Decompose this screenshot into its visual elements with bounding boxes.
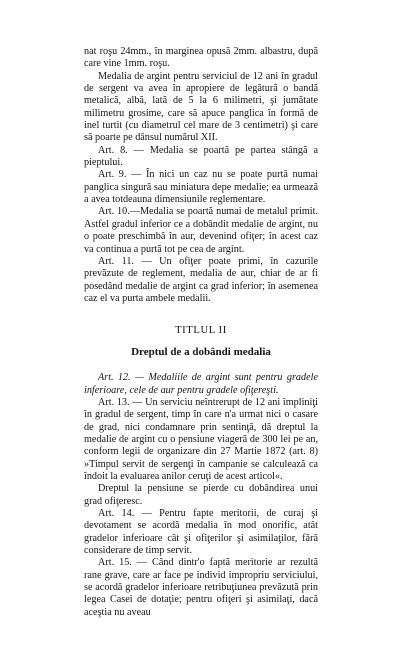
paragraph-art-9: Art. 9. — În nici un caz nu se poate purtă numai panglica singură sau miniatura depe medalie; ea urmează a avea totdeauna dimensiunile reglementare. — [84, 169, 318, 206]
paragraph-art-11: Art. 11. — Un ofiţer poate primi, în cazurile prevăzute de reglement, medalia de aur, chiar de ar fi posedând medalie de argint ca grad inferior; în asemenea caz el va purta ambele medalii. — [84, 255, 318, 304]
paragraph-continuation: nat roşu 24mm., în marginea opusă 2mm. albastru, după care vine 1mm. roşu. — [84, 46, 318, 70]
paragraph-art-15: Art. 15. — Când dintr'o faptă meritorie ar rezultă rane grave, care ar face pe individ impropriu serviciului, se acordă gradelor inferioare retribuţiunea prevăzută prin legea Casei de dotaţie; pentru ofiţeri şi asimilaţi, dacă aceştia nu aveau — [84, 557, 318, 618]
paragraph-art-10: Art. 10.—Medalia se poartă numai de metalul primit. Astfel gradul inferior ce a dobândit medalie de argint, nu o poate preschimbă în aur, devenind ofiţer; în acest caz va continua a purtă tot pe cea de argint. — [84, 206, 318, 255]
paragraph-art-8: Art. 8. — Medalia se poartă pe partea stângă a pieptului. — [84, 144, 318, 169]
paragraph-medalia-argint: Medalia de argint pentru serviciul de 12 ani în gradul de sergent va avea în apropiere de legătură o bandă metalică, albă, lată de 5 la 6 milimetri, şi jumătate milimetru grosime, care să apuce panglica în formă de inel turtit (cu diametrul cel mare de 3 centimetri) şi care să poarte pe dânsul numărul XII. — [84, 70, 318, 144]
paragraph-art-14: Art. 14. — Pentru fapte meritorii, de curaj şi devotament se acordă medalia în mod onorific, atât gradelor inferioare cât şi ofiţerilor şi asimilaţilor, fără considerare de timp servit. — [84, 508, 318, 557]
section-subtitle: Dreptul de a dobândi medalia — [131, 346, 271, 359]
section-title: TITLUL II — [175, 325, 227, 337]
paragraph-pensiune: Dreptul la pensiune se pierde cu dobândirea unui grad ofiţeresc. — [84, 483, 318, 507]
paragraph-art-12: Art. 12. — Medaliile de argint sunt pentru gradele inferioare, cele de aur pentru gradele ofiţereşti. — [84, 372, 318, 396]
paragraph-art-13: Art. 13. — Un serviciu neîntrerupt de 12 ani împliniţi în gradul de sergent, timp în care n'a urmat nici o casare de grad, nici condamnare prin sentinţă, dă dreptul la medalie de argint cu o pensiune viageră de 300 lei pe an, conform legii de organizare din 27 Martie 1872 (art. 8) »Timpul servit de sergenţi în campanie se calculează ca îndoit la evaluarea anilor ceruţi de acest articol«. — [84, 396, 318, 482]
